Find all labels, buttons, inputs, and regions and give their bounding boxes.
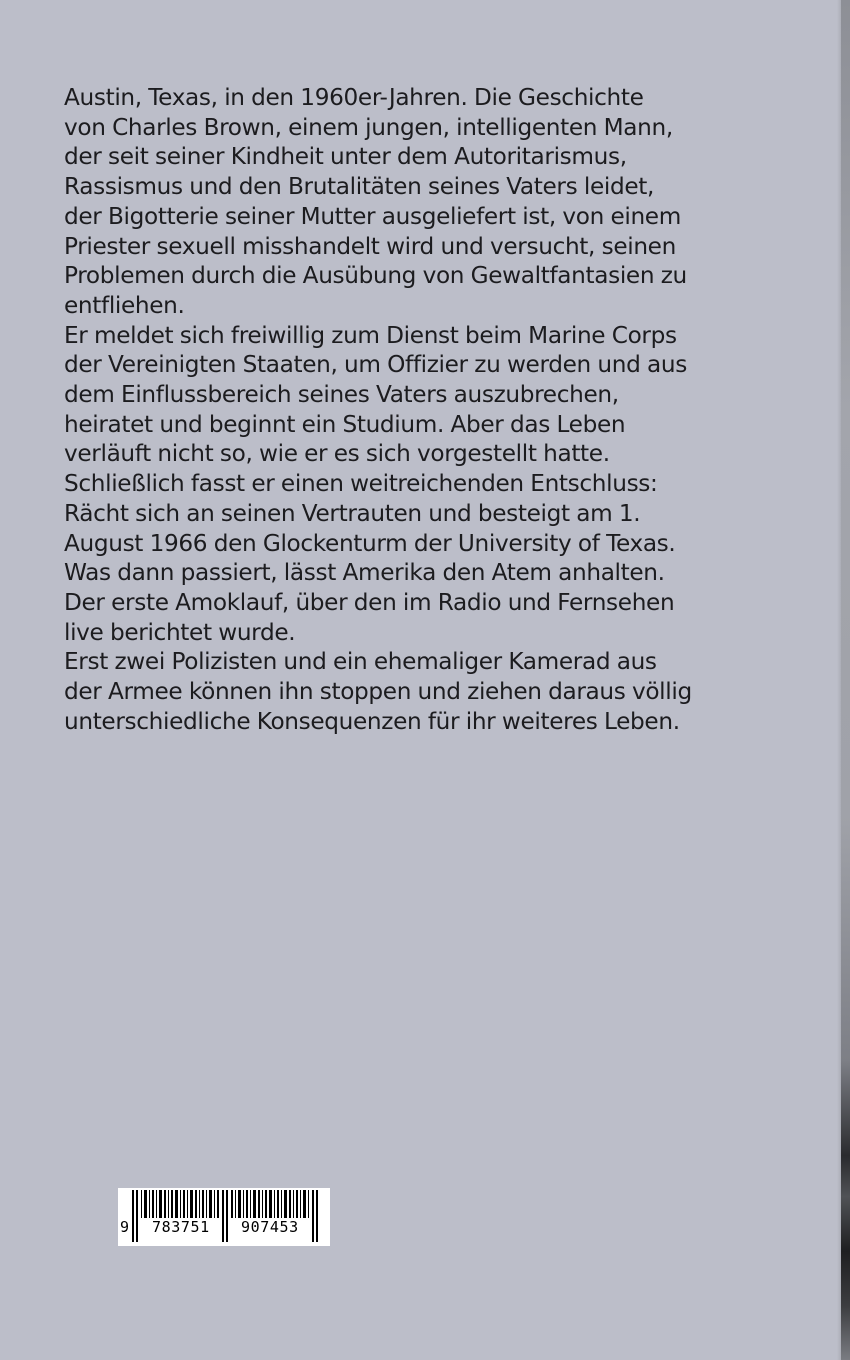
blurb-text: [64, 83, 692, 736]
blurb-line: Der erste Amoklauf, über den im Radio und Fernsehen: [64, 588, 675, 616]
blurb-line: verläuft nicht so, wie er es sich vorgestellt hatte.: [64, 440, 610, 468]
blurb-line: Rächt sich an seinen Vertrauten und besteigt am 1.: [64, 499, 641, 527]
blurb-paragraph-2: [64, 321, 687, 648]
barcode-bars-icon: [118, 1188, 330, 1246]
blurb-line: unterschiedliche Konsequenzen für ihr weiteres Leben.: [64, 707, 680, 735]
blurb-line: Problemen durch die Ausübung von Gewaltfantasien zu: [64, 262, 687, 290]
blurb-line: Priester sexuell misshandelt wird und versucht, seinen: [64, 232, 676, 260]
blurb-line: August 1966 den Glockenturm der University of Texas.: [64, 529, 676, 557]
blurb-line: Schließlich fasst er einen weitreichenden Entschluss:: [64, 470, 658, 498]
blurb-line: von Charles Brown, einem jungen, intelligenten Mann,: [64, 113, 673, 141]
blurb-line: Er meldet sich freiwillig zum Dienst beim Marine Corps: [64, 321, 677, 349]
blurb-line: Was dann passiert, lässt Amerika den Atem anhalten.: [64, 559, 665, 587]
blurb-line: heiratet und beginnt ein Studium. Aber das Leben: [64, 410, 626, 438]
blurb-paragraph-1: [64, 83, 687, 321]
isbn-barcode: [118, 1188, 330, 1246]
blurb-paragraph-3: [64, 647, 692, 736]
spine-edge: [841, 0, 850, 1360]
blurb-line: der seit seiner Kindheit unter dem Autoritarismus,: [64, 143, 627, 171]
blurb-line: dem Einflussbereich seines Vaters auszubrechen,: [64, 381, 619, 409]
blurb-line: entfliehen.: [64, 291, 185, 319]
blurb-line: der Armee können ihn stoppen und ziehen daraus völlig: [64, 678, 692, 706]
isbn-left-digits: 783751: [152, 1218, 210, 1236]
blurb-line: der Vereinigten Staaten, um Offizier zu werden und aus: [64, 351, 687, 379]
blurb-line: Erst zwei Polizisten und ein ehemaliger Kamerad aus: [64, 648, 657, 676]
isbn-prefix-digit: 9: [120, 1218, 130, 1236]
blurb-line: live berichtet wurde.: [64, 618, 296, 646]
isbn-right-digits: 907453: [241, 1218, 299, 1236]
blurb-line: Rassismus und den Brutalitäten seines Vaters leidet,: [64, 173, 655, 201]
blurb-line: Austin, Texas, in den 1960er-Jahren. Die Geschichte: [64, 84, 644, 111]
blurb-line: der Bigotterie seiner Mutter ausgeliefert ist, von einem: [64, 202, 681, 230]
